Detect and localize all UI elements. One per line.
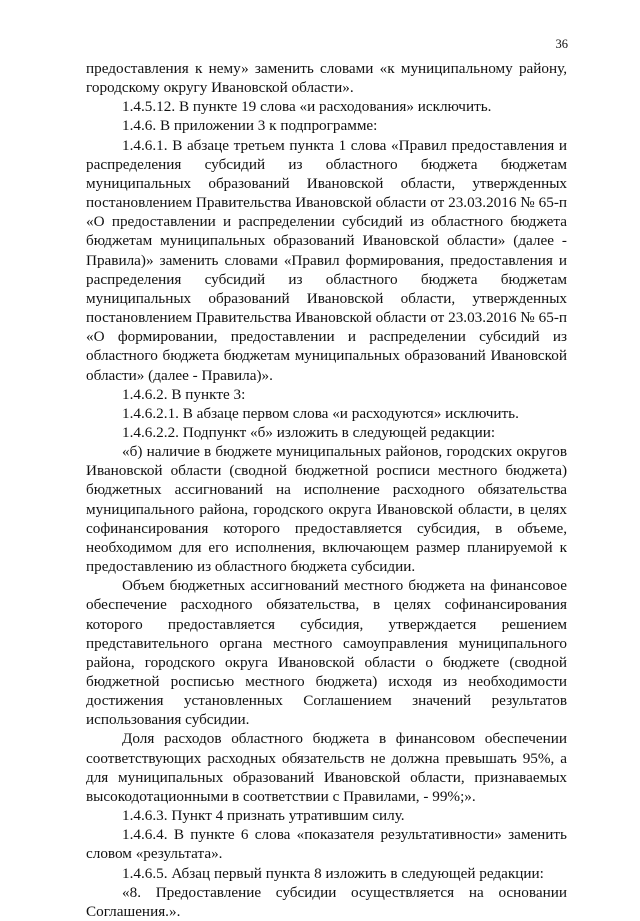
page-number: 36	[555, 37, 568, 51]
paragraph-continuation: предоставления к нему» заменить словами «к муниципальному району, городскому округу Ивановской области».	[86, 60, 567, 97]
paragraph-1-4-6: 1.4.6. В приложении 3 к подпрограмме:	[122, 117, 378, 135]
paragraph-1-4-6-2-1: 1.4.6.2.1. В абзаце первом слова «и расходуются» исключить.	[122, 404, 519, 422]
paragraph-budget-allocation: Объем бюджетных ассигнований местного бюджета на финансовое обеспечение расходного обязательства, в целях софинансирования которого предоставляется субсидия, утверждается решением представительного органа местного самоуправления муниципального района, городского округа Ивановской области о бюджете (сводной бюджетной росписью местного бюджета) исходя из необходимости достижения установленных Соглашением значений результатов использования субсидии.	[86, 577, 567, 729]
paragraph-1-4-6-5: 1.4.6.5. Абзац первый пункта 8 изложить в следующей редакции:	[122, 864, 544, 882]
paragraph-1-4-6-1: 1.4.6.1. В абзаце третьем пункта 1 слова «Правил предоставления и распределения субсидий из областного бюджета бюджетам муниципальных образований Ивановской области, утвержденных постановлением Правительства Ивановской области от 23.03.2016 № 65-п «О предоставлении и распределении субсидий из областного бюджета бюджетам муниципальных образований Ивановской области» (далее - Правила)» заменить словами «Правил формирования, предоставления и распределения субсидий из областного бюджета бюджетам муниципальных образований Ивановской области, утвержденных постановлением Правительства Ивановской области от 23.03.2016 № 65-п «О формировании, предоставлении и распределении субсидий из областного бюджета бюджетам муниципальных образований Ивановской области» (далее - Правила)».	[86, 136, 567, 384]
paragraph-point-8: «8. Предоставление субсидии осуществляется на основании Соглашения.».	[86, 883, 567, 920]
paragraph-1-4-6-2: 1.4.6.2. В пункте 3:	[122, 385, 246, 403]
paragraph-subpoint-b: «б) наличие в бюджете муниципальных районов, городских округов Ивановской области (сводной бюджетной росписи местного бюджета) бюджетных ассигнований на исполнение расходного обязательства муниципального района, городского округа Ивановской области, в целях софинансирования которого предоставляется субсидия, в объеме, необходимом для его исполнения, включающем размер планируемой к предоставлению из областного бюджета субсидии.	[86, 443, 567, 576]
paragraph-1-4-5-12: 1.4.5.12. В пункте 19 слова «и расходования» исключить.	[122, 98, 492, 116]
paragraph-1-4-6-4: 1.4.6.4. В пункте 6 слова «показателя результативности» заменить словом «результата».	[86, 826, 567, 863]
paragraph-1-4-6-2-2: 1.4.6.2.2. Подпункт «б» изложить в следующей редакции:	[122, 423, 496, 441]
paragraph-1-4-6-3: 1.4.6.3. Пункт 4 признать утратившим силу.	[122, 807, 405, 825]
document-body	[86, 59, 567, 921]
paragraph-expense-share: Доля расходов областного бюджета в финансовом обеспечении соответствующих расходных обязательств не должна превышать 95%, а для муниципальных образований Ивановской области, признаваемых высокодотационными в соответствии с Правилами, - 99%;».	[86, 730, 567, 805]
